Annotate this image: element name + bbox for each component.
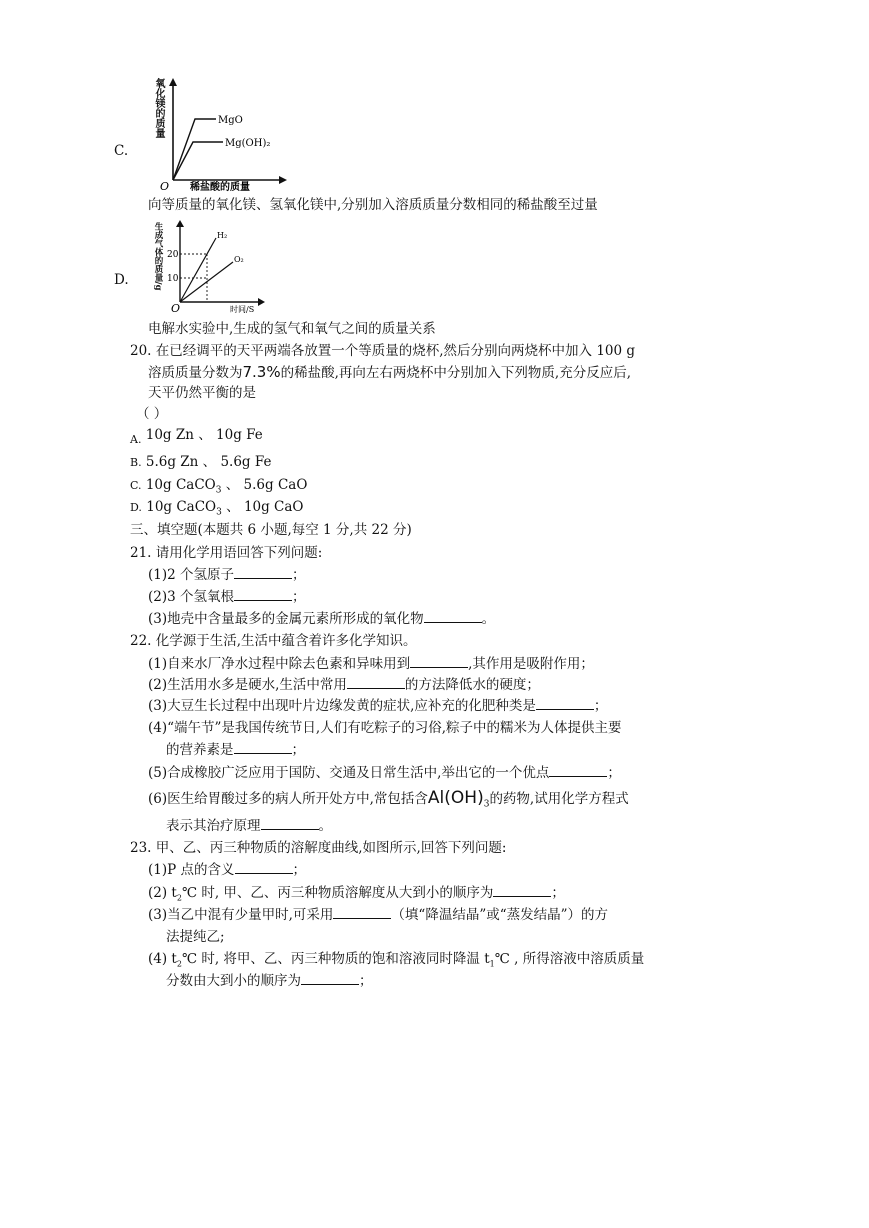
q21-part3-blank[interactable]	[424, 610, 482, 623]
q21-part3-text: (3)地壳中含量最多的金属元素所形成的氧化物	[148, 611, 424, 627]
series-label-o2: O₂	[234, 255, 244, 264]
q23-part4-line2	[166, 972, 373, 990]
q23-part4-blank[interactable]	[301, 972, 359, 985]
q20-line2c: 的稀盐酸,再向左右两烧杯中分别加入下列物质,充分反应后,	[280, 365, 631, 381]
x-axis-arrow	[279, 176, 287, 184]
q23-part2-text: (2) t	[148, 885, 177, 901]
q23-part4-text4: 分数由大到小的顺序为	[166, 973, 301, 989]
q23-part4-text3: ℃ , 所得溶液中溶质质量	[494, 951, 645, 967]
q20-option-c-text1: 10g CaCO	[145, 477, 216, 493]
q22-part6-text3: 表示其治疗原理	[166, 818, 261, 834]
q22-part6-formula: Al(OH)	[427, 788, 484, 808]
q20-line3: 天平仍然平衡的是	[148, 385, 256, 401]
q20-option-d-text2: 、 10g CaO	[221, 499, 304, 515]
q20-line1: 20. 在已经调平的天平两端各放置一个等质量的烧杯,然后分别向两烧杯中加入 100 g	[130, 343, 636, 359]
q23-part3-text2: （填“降温结晶”或“蒸发结晶”）的方	[391, 907, 609, 923]
q20-option-d	[130, 498, 304, 522]
q23-part3-line1	[148, 906, 608, 924]
q23-part1-blank[interactable]	[235, 861, 293, 874]
q22-part1-text: (1)自来水厂净水过程中除去色素和异味用到	[148, 656, 411, 672]
q20-option-d-sub: 3	[216, 507, 222, 518]
series-label-mgoh2: Mg(OH)₂	[225, 138, 271, 149]
y-axis-arrow	[169, 78, 177, 86]
q21-part1-blank[interactable]	[234, 566, 292, 579]
q22-part1	[148, 655, 594, 673]
q20-line2	[148, 363, 631, 382]
q22-part4-text: 的营养素是	[166, 742, 234, 758]
option-c-chart	[148, 76, 288, 194]
q23-part3-blank[interactable]	[333, 906, 391, 919]
q23-part4-end: ；	[359, 973, 373, 989]
q20-line2a: 溶质质量分数为	[148, 365, 243, 381]
q22-part6-formula-sub: 3	[483, 799, 490, 810]
q21-part1	[148, 566, 306, 584]
q22-part2-blank[interactable]	[347, 676, 405, 689]
q22-part6-end: 。	[318, 818, 332, 834]
x-axis-label: 时间/S	[230, 305, 255, 314]
q22-part2-text2: 的方法降低水的硬度；	[404, 677, 540, 693]
q21-part2	[148, 588, 306, 606]
q20-option-a-text: 10g Zn 、 10g Fe	[145, 427, 263, 443]
q22-part5-text: (5)合成橡胶广泛应用于国防、交通及日常生活中,举出它的一个优点	[148, 765, 550, 781]
series-label-mgo: MgO	[218, 115, 243, 126]
q20-option-a	[130, 427, 263, 449]
option-c-label: C.	[114, 143, 129, 159]
q20-option-c	[130, 476, 307, 500]
q22-part4-line2	[166, 741, 305, 759]
q22-part6-line1	[148, 789, 629, 814]
q23-part4-text2: ℃ 时, 将甲、乙、丙三种物质的饱和溶液同时降温 t	[181, 951, 490, 967]
q23-part3-line2: 法提纯乙;	[166, 929, 225, 945]
series-h2	[180, 238, 216, 302]
q22-part3	[148, 697, 607, 715]
q23-stem: 23. 甲、乙、丙三种物质的溶解度曲线,如图所示,回答下列问题:	[130, 840, 507, 856]
q21-part2-text: (2)3 个氢氧根	[148, 589, 235, 605]
q21-part2-end: ；	[292, 589, 306, 605]
q21-part2-blank[interactable]	[234, 588, 292, 601]
q22-part5-blank[interactable]	[549, 764, 607, 777]
x-axis-label: 稀盐酸的质量	[190, 182, 250, 193]
q23-part1-text: (1)P 点的含义	[148, 862, 235, 878]
q20-option-c-label: C.	[130, 479, 142, 492]
x-axis-arrow	[258, 298, 265, 306]
q23-part4-line1	[148, 950, 644, 974]
q23-part1	[148, 861, 306, 879]
q22-part1-blank[interactable]	[410, 655, 468, 668]
q22-part3-text: (3)大豆生长过程中出现叶片边缘发黄的症状,应补充的化肥种类是	[148, 698, 536, 714]
series-mgo	[173, 119, 216, 180]
q22-part6-text2: 的药物,试用化学方程式	[489, 791, 629, 807]
q21-stem: 21. 请用化学用语回答下列问题:	[130, 545, 323, 561]
y-tick-20: 20	[167, 250, 179, 260]
q22-part6-blank[interactable]	[261, 817, 319, 830]
y-axis-arrow	[176, 220, 184, 227]
q22-part4-end: ；	[291, 742, 305, 758]
q20-option-b-label: B.	[130, 456, 142, 469]
q22-part6-line2	[166, 817, 332, 835]
q22-part4-line1: (4)“端午节”是我国传统节日,人们有吃粽子的习俗,粽子中的糯米为人体提供主要	[148, 720, 622, 736]
q22-part2-text: (2)生活用水多是硬水,生活中常用	[148, 677, 347, 693]
q22-part3-blank[interactable]	[536, 697, 594, 710]
q23-part4-sub2: 1	[489, 959, 495, 969]
q22-part1-text2: ,其作用是吸附作用；	[468, 656, 594, 672]
y-tick-10: 10	[167, 274, 179, 284]
q20-percent: 7.3%	[242, 363, 281, 381]
q20-option-b-text: 5.6g Zn 、 5.6g Fe	[145, 454, 272, 470]
option-c-y-axis-label: 氧化镁的质量	[153, 78, 164, 138]
q23-part2-blank[interactable]	[493, 884, 551, 897]
q22-part6-text: (6)医生给胃酸过多的病人所开处方中,常包括含	[148, 791, 428, 807]
q23-part1-end: ；	[292, 862, 306, 878]
q23-part4-text: (4) t	[148, 951, 177, 967]
q21-part3	[148, 610, 495, 628]
q20-option-a-label: A.	[130, 433, 142, 446]
q23-part2-text2: ℃ 时, 甲、乙、丙三种物质溶解度从大到小的顺序为	[181, 885, 494, 901]
q22-part2	[148, 676, 540, 694]
q20-option-d-label: D.	[130, 501, 142, 514]
q20-option-c-sub: 3	[215, 485, 222, 496]
option-d-description: 电解水实验中,生成的氢气和氧气之间的质量关系	[148, 321, 436, 337]
q22-part5-end: ；	[607, 765, 621, 781]
q20-option-d-text1: 10g CaCO	[146, 499, 217, 515]
option-d-chart	[148, 218, 268, 318]
q23-part4-sub: 2	[176, 959, 182, 969]
option-d-y-axis-label: 生成气体的质量/g	[153, 222, 163, 291]
q23-part2-end: ；	[551, 885, 565, 901]
origin-label: O	[171, 302, 181, 315]
q22-part3-end: ；	[593, 698, 608, 714]
q20-option-c-text2: 、 5.6g CaO	[221, 477, 308, 493]
q23-part3-text: (3)当乙中混有少量甲时,可采用	[148, 907, 334, 923]
q21-part3-end: 。	[481, 611, 496, 627]
origin-label: O	[160, 180, 170, 193]
q21-part1-text: (1)2 个氢原子	[148, 567, 235, 583]
q21-part1-end: ；	[292, 567, 306, 583]
series-label-h2: H₂	[217, 231, 228, 240]
option-d-label: D.	[114, 272, 129, 288]
q22-part5	[148, 764, 621, 782]
section-3-heading: 三、填空题(本题共 6 小题,每空 1 分,共 22 分)	[130, 522, 412, 538]
q20-option-b	[130, 453, 271, 472]
q22-part4-blank[interactable]	[234, 741, 292, 754]
option-c-description: 向等质量的氧化镁、氢氧化镁中,分别加入溶质质量分数相同的稀盐酸至过量	[148, 197, 598, 213]
q23-part2-sub: 2	[176, 893, 182, 903]
q22-stem: 22. 化学源于生活,生活中蕴含着许多化学知识。	[130, 633, 417, 649]
series-o2	[180, 262, 233, 302]
q23-part2	[148, 884, 565, 908]
q20-answer-paren: （ ）	[136, 406, 168, 422]
